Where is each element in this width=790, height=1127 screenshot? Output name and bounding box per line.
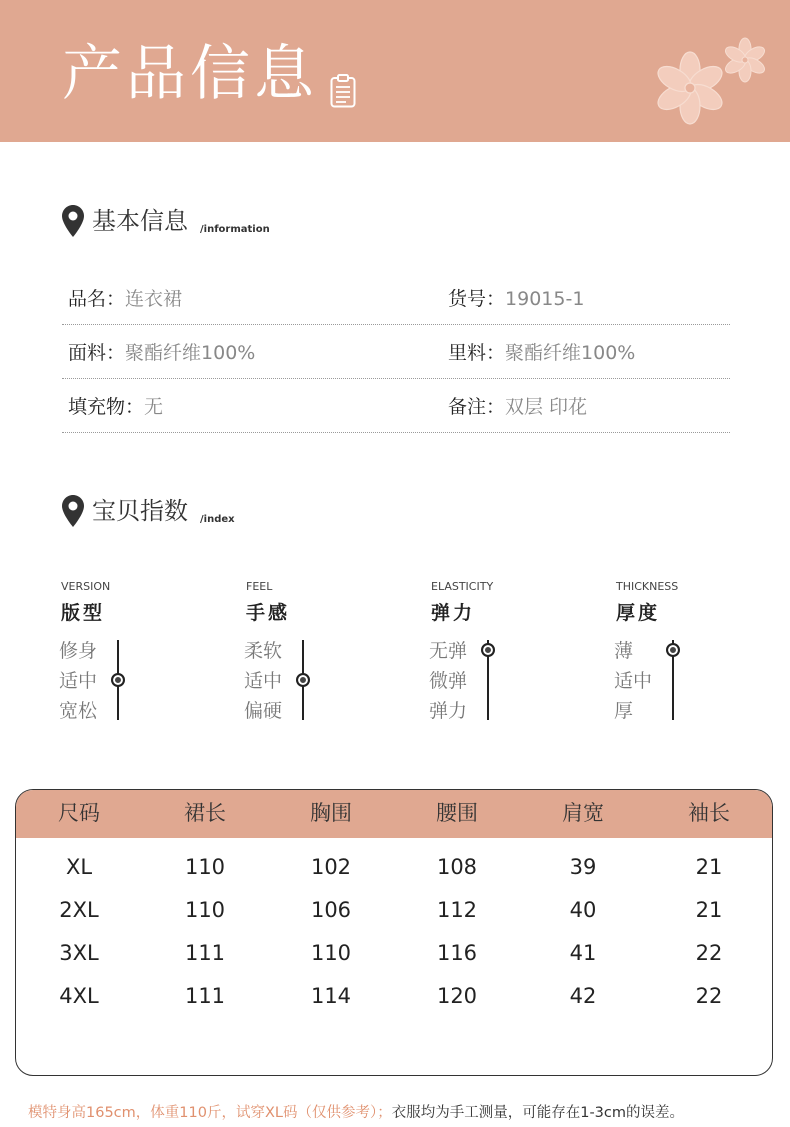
location-pin-icon [62, 205, 84, 241]
index-zh-label: 弹力 [431, 602, 476, 624]
info-value: 聚酯纤维100% [125, 342, 256, 364]
info-cell [68, 398, 163, 417]
info-label: 里料： [448, 342, 506, 364]
size-cell: 110 [184, 855, 226, 879]
index-option: 微弹 [429, 670, 468, 692]
size-cell: 41 [569, 941, 597, 965]
size-cell: 39 [569, 855, 597, 879]
index-option: 弹力 [429, 700, 468, 722]
info-label: 面料： [68, 342, 126, 364]
size-cell: 112 [436, 898, 478, 922]
info-cell [448, 290, 584, 309]
index-option: 适中 [614, 670, 653, 692]
size-cell: 110 [184, 898, 226, 922]
index-option: 修身 [59, 640, 98, 662]
index-selected-dot [666, 643, 680, 657]
info-cell [68, 290, 182, 309]
info-cell [68, 344, 255, 363]
info-row [62, 379, 730, 433]
info-value: 双层 印花 [505, 396, 588, 418]
info-cell [448, 398, 587, 417]
size-header-cell: 胸围 [310, 801, 352, 825]
size-cell: XL [65, 855, 93, 879]
footnote [28, 1106, 684, 1121]
size-cell: 114 [310, 984, 352, 1008]
index-zh-label: 手感 [246, 602, 291, 624]
size-cell: 40 [569, 898, 597, 922]
index-selected-dot [296, 673, 310, 687]
size-cell: 120 [436, 984, 478, 1008]
index-title: 宝贝指数 [92, 497, 188, 525]
clipboard-icon [330, 74, 356, 112]
location-pin-icon [62, 495, 84, 531]
info-row [62, 271, 730, 325]
index-en-label: ELASTICITY [431, 580, 494, 593]
size-table [15, 789, 773, 1076]
index-option: 薄 [614, 640, 634, 662]
info-value: 19015-1 [505, 288, 585, 310]
info-label: 备注： [448, 396, 506, 418]
size-cell: 2XL [59, 898, 99, 922]
index-thickness [616, 580, 766, 730]
index-zh-label: 厚度 [616, 602, 661, 624]
basic-info-title: 基本信息 [92, 207, 188, 235]
info-value: 连衣裙 [125, 288, 183, 310]
index-en-label: VERSION [61, 580, 111, 593]
info-value: 无 [144, 396, 164, 418]
size-cell: 22 [695, 941, 723, 965]
size-header-cell: 袖长 [688, 801, 730, 825]
header-banner [0, 0, 790, 142]
size-header-cell: 腰围 [436, 801, 478, 825]
size-header-cell: 肩宽 [562, 801, 604, 825]
index-option: 无弹 [429, 640, 468, 662]
size-cell: 116 [436, 941, 478, 965]
index-version [61, 580, 211, 730]
index-option: 厚 [614, 700, 634, 722]
info-label: 货号： [448, 288, 506, 310]
size-cell: 102 [310, 855, 352, 879]
info-label: 品名： [68, 288, 126, 310]
index-feel [246, 580, 396, 730]
footnote-highlight: 模特身高165cm，体重110斤，试穿XL码（仅供参考）； [28, 1105, 392, 1121]
size-cell: 21 [695, 855, 723, 879]
index-option: 偏硬 [244, 700, 283, 722]
size-cell: 22 [695, 984, 723, 1008]
size-cell: 111 [184, 984, 226, 1008]
index-en-label: FEEL [246, 580, 273, 593]
index-option: 宽松 [59, 700, 98, 722]
index-option: 适中 [59, 670, 98, 692]
info-label: 填充物： [68, 396, 145, 418]
info-cell [448, 344, 635, 363]
info-row [62, 325, 730, 379]
size-cell: 110 [310, 941, 352, 965]
index-option: 适中 [244, 670, 283, 692]
size-cell: 108 [436, 855, 478, 879]
size-header-cell: 尺码 [58, 801, 100, 825]
basic-info-subtitle: /information [200, 224, 270, 235]
index-option: 柔软 [244, 640, 283, 662]
size-cell: 42 [569, 984, 597, 1008]
size-cell: 3XL [59, 941, 99, 965]
info-value: 聚酯纤维100% [505, 342, 636, 364]
size-cell: 111 [184, 941, 226, 965]
page-title: 产品信息 [62, 39, 318, 109]
index-selected-dot [481, 643, 495, 657]
index-selected-dot [111, 673, 125, 687]
size-cell: 21 [695, 898, 723, 922]
index-en-label: THICKNESS [616, 580, 679, 593]
index-zh-label: 版型 [61, 602, 106, 624]
size-cell: 4XL [59, 984, 99, 1008]
size-table-header [16, 790, 772, 838]
index-elasticity [431, 580, 581, 730]
footnote-text: 衣服均为手工测量，可能存在1-3cm的误差。 [391, 1105, 684, 1121]
size-header-cell: 裙长 [184, 801, 226, 825]
flower-icon [650, 30, 780, 134]
size-cell: 106 [310, 898, 352, 922]
index-subtitle: /index [200, 514, 235, 525]
